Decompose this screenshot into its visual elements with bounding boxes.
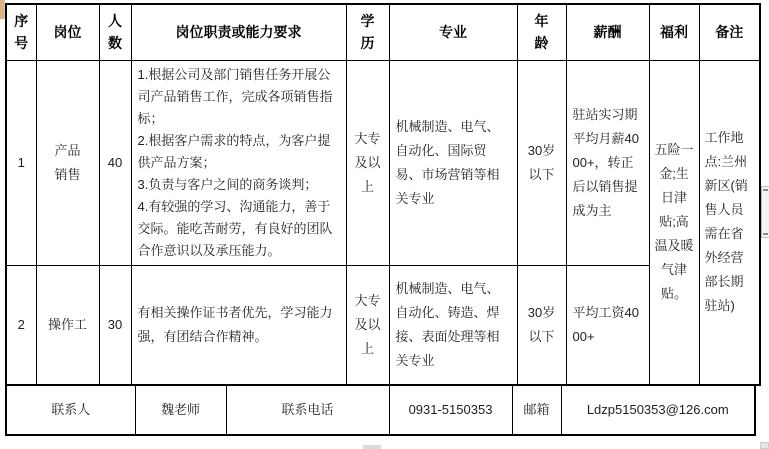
position-line: 产品 <box>54 142 81 158</box>
contact-footer-table <box>5 384 756 436</box>
cell-welfare-merged: 五险一金;生日津贴;高温及暖气津贴。 <box>649 60 699 385</box>
header-col-age: 年龄 <box>517 4 566 60</box>
header-col-position: 岗位 <box>36 4 99 60</box>
contact-name: 魏老师 <box>135 385 226 435</box>
horizontal-scrollbar-fragment[interactable] <box>363 445 381 449</box>
recruitment-table <box>5 3 761 436</box>
cell-major: 机械制造、电气、自动化、铸造、焊接、表面处理等相关专业 <box>389 265 517 385</box>
cell-no: 1 <box>6 60 36 265</box>
duty-item: 3.负责与客户之间的商务谈判； <box>137 176 318 192</box>
email-address: Ldzp5150353@126.com <box>561 385 755 435</box>
cell-count: 40 <box>99 60 131 265</box>
cell-education: 大专及以上 <box>346 60 389 265</box>
header-col-duty: 岗位职责或能力要求 <box>131 4 346 60</box>
email-label: 邮箱 <box>512 385 561 435</box>
cell-major: 机械制造、电气、自动化、国际贸易、市场营销等相关专业 <box>389 60 517 265</box>
header-col-no: 序号 <box>6 4 36 60</box>
cell-duty <box>131 60 346 265</box>
cell-position <box>36 265 99 385</box>
contact-row <box>6 385 755 435</box>
header-col-welfare: 福利 <box>649 4 699 60</box>
header-col-salary: 薪酬 <box>566 4 649 60</box>
page-corner-tab <box>0 0 5 19</box>
cell-education: 大专及以上 <box>346 265 389 385</box>
duty-item: 4.有较强的学习、沟通能力，善于交际。能吃苦耐劳，有良好的团队合作意识以及承压能力。 <box>137 198 333 258</box>
cell-position <box>36 60 99 265</box>
cell-remark-merged: 工作地点:兰州新区(销售人员需在省外经营部长期驻站) <box>699 60 760 385</box>
job-table <box>5 3 761 386</box>
scrollbar-tick-icon <box>763 189 768 191</box>
cell-salary: 平均工资4000+ <box>566 265 649 385</box>
cell-salary: 驻站实习期平均月薪4000+，转正后以销售提成为主 <box>566 60 649 265</box>
phone-label: 联系电话 <box>226 385 389 435</box>
duty-item: 1.根据公司及部门销售任务开展公司产品销售工作，完成各项销售指标； <box>137 66 333 126</box>
position-line: 销售 <box>54 166 81 182</box>
scrollbar-tick-icon <box>763 233 768 235</box>
cell-duty: 有相关操作证书者优先，学习能力强，有团结合作精神。 <box>131 265 346 385</box>
phone-number: 0931-5150353 <box>389 385 512 435</box>
cell-no: 2 <box>6 265 36 385</box>
table-row-1 <box>6 60 760 265</box>
header-col-remark: 备注 <box>699 4 760 60</box>
vertical-scrollbar-fragment[interactable] <box>761 186 769 238</box>
header-col-major: 专业 <box>389 4 517 60</box>
duty-item: 2.根据客户需求的特点，为客户提供产品方案； <box>137 132 331 170</box>
cell-age: 30岁以下 <box>517 60 566 265</box>
cell-age: 30岁以下 <box>517 265 566 385</box>
position-line: 操作工 <box>47 316 87 332</box>
table-row-2 <box>6 265 760 385</box>
cell-count: 30 <box>99 265 131 385</box>
header-col-education: 学历 <box>346 4 389 60</box>
scrollbar-corner-box <box>760 442 769 449</box>
header-col-count: 人数 <box>99 4 131 60</box>
table-header-row <box>6 4 760 60</box>
contact-label: 联系人 <box>6 385 135 435</box>
